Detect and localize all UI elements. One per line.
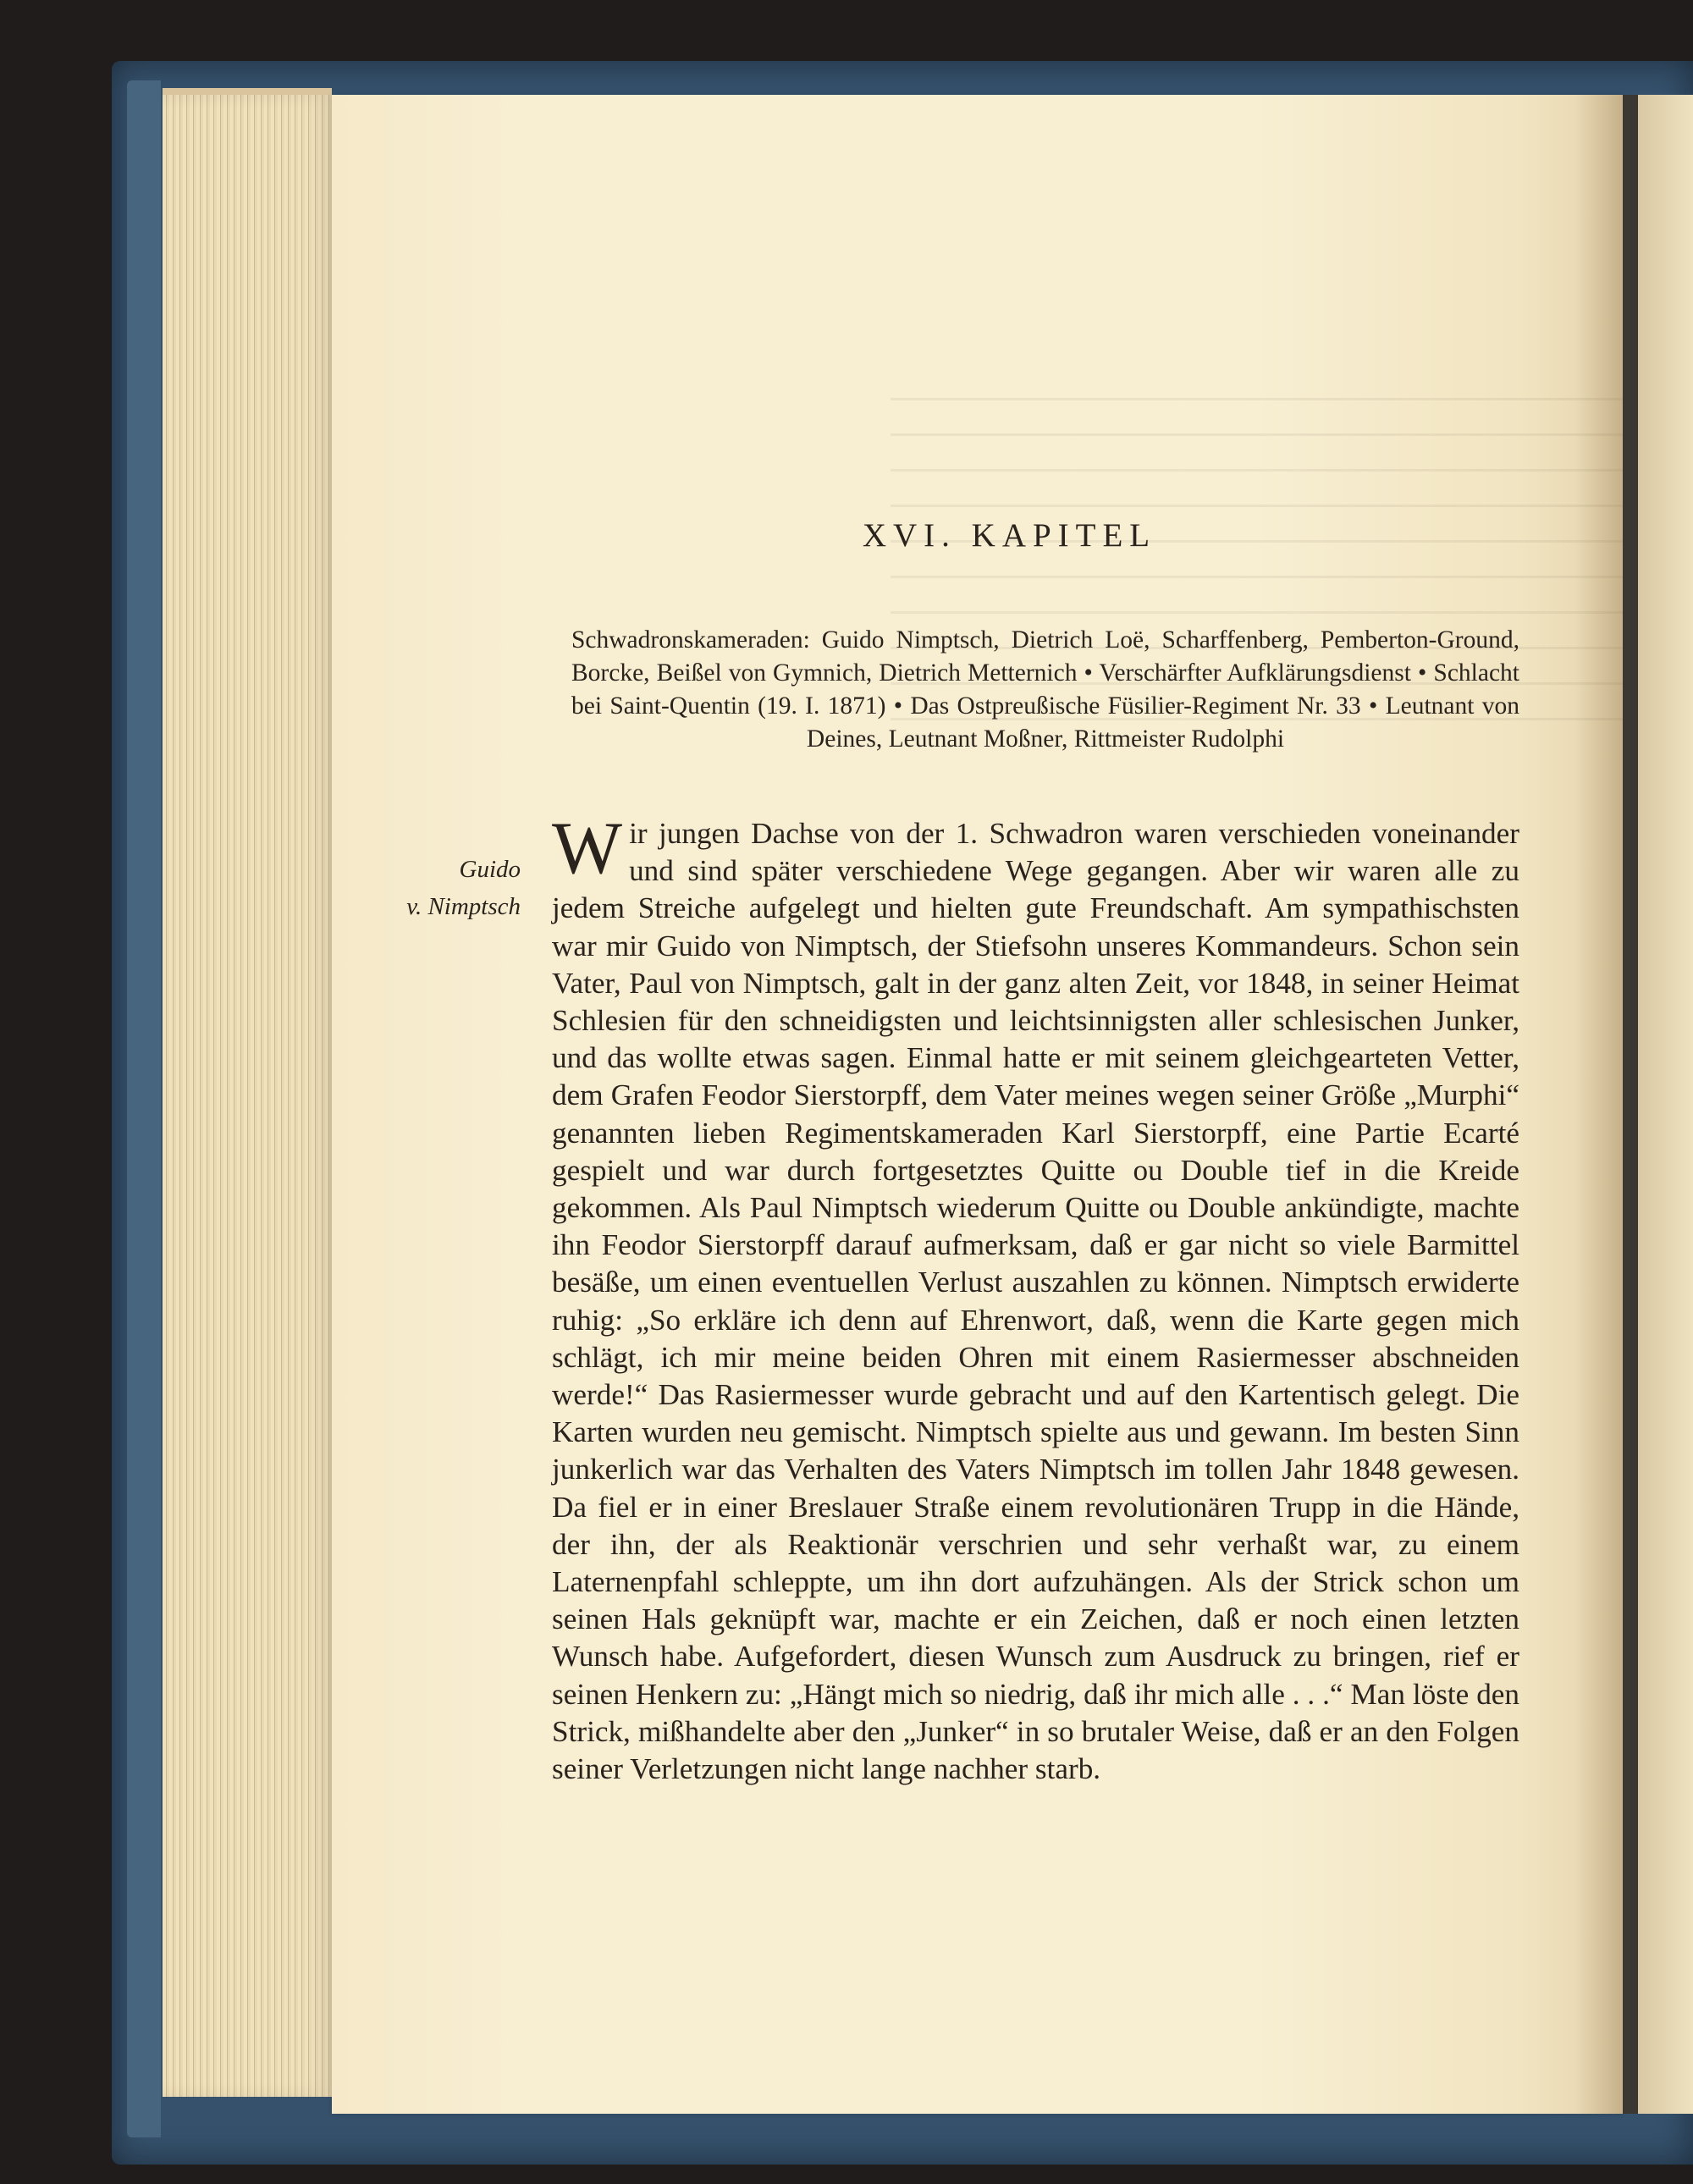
page-edges [163,95,332,2097]
chapter-summary: Schwadronskameraden: Guido Nimptsch, Dietrich Loë, Scharffenberg, Pemberton-Ground, Borcke, Beißel von Gymnich, Dietrich Metternich • Verschärfter Aufklärungsdienst • Schlacht bei Saint-Quentin (19. I. 1871) • Das Ostpreußische Füsilier-Regiment Nr. 33 • Leutnant von Deines, Leutnant Moßner, Rittmeister Rudolphi [571,626,1519,753]
margin-note [398,851,521,925]
book-spine [1623,95,1638,2114]
page-content [398,516,1519,1817]
gutter-shadow [1574,95,1623,2114]
cover-edge [127,80,161,2137]
drop-cap: W [552,808,623,890]
body-paragraph [552,808,1519,1788]
body-section [398,808,1519,1788]
margin-note-line-1: Guido [459,856,521,883]
chapter-title: XVI. KAPITEL [862,517,1157,554]
body-text: ir jungen Dachse von der 1. Schwadron waren verschieden voneinander und sind später verschiedene Wege gegangen. Aber wir waren alle zu jedem Streiche aufgelegt und hielten gute Freundschaft. Am sympathischsten war mir Guido von Nimptsch, der Stiefsohn unseres Kommandeurs. Schon sein Vater, Paul von Nimptsch, galt in der ganz alten Zeit, vor 1848, in seiner Heimat Schlesien für den schneidigsten und leichtsinnigsten aller schlesischen Junker, und das wollte etwas sagen. Einmal hatte er mit seinem gleichgearteten Vetter, dem Grafen Feodor Sierstorpff, dem Vater meines wegen seiner Größe „Murphi“ genannten lieben Regimentskameraden Karl Sierstorpff, eine Partie Ecarté gespielt und war durch fortgesetztes Quitte ou Double tief in die Kreide gekommen. Als Paul Nimptsch wiederum Quitte ou Double ankündigte, machte ihn Feodor Sierstorpff darauf aufmerksam, daß er gar nicht so viele Barmittel besäße, um einen eventuellen Verlust auszahlen zu können. Nimptsch erwiderte ruhig: „So erkläre ich denn auf Ehrenwort, daß, wenn die Karte gegen mich schlägt, ich mir meine beiden Ohren mit einem Rasiermesser abschneiden werde!“ Das Rasiermesser wurde gebracht und auf den Kartentisch gelegt. Die Karten wurden neu gemischt. Nimptsch spielte aus und gewann. Im besten Sinn junkerlich war das Verhalten des Vaters Nimptsch im tollen Jahr 1848 gewesen. Da fiel er in einer Breslauer Straße einem revolutionären Trupp in die Hände, der ihn, der als Reaktionär verschrien und sehr verhaßt war, zu einem Laternenpfahl schleppte, um ihn dort aufzuhängen. Als der Strick schon um seinen Hals geknüpft war, machte er ein Zeichen, daß er noch einen letzten Wunsch habe. Aufgefordert, diesen Wunsch zum Ausdruck zu bringen, rief er seinen Henkern zu: „Hängt mich so niedrig, daß ihr mich alle . . .“ Man löste den Strick, mißhandelte aber den „Junker“ in so brutaler Weise, daß er an den Folgen seiner Verletzungen nicht lange nachher starb. [552,817,1519,1786]
margin-note-line-2: v. Nimptsch [406,893,521,920]
facing-page-edge [1638,95,1693,2114]
